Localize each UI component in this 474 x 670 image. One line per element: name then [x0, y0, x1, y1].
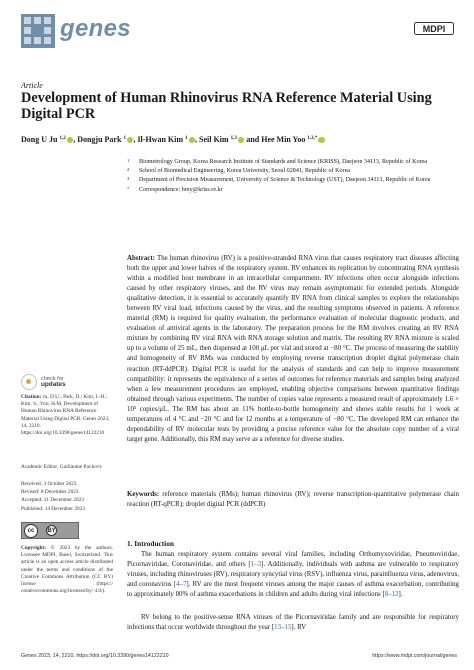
orcid-icon[interactable] [189, 137, 196, 144]
check-for-updates-button[interactable] [21, 374, 66, 390]
footer-citation[interactable]: Genes 2023, 14, 2210. https://doi.org/10.3390/genes14122210 [21, 653, 169, 659]
citation-link[interactable]: 1–3 [250, 561, 262, 569]
publication-dates [21, 480, 113, 513]
affiliation: 1 Biometrology Group, Korea Research Institute of Standards and Science (KRISS), Daejeon 34113, Republic of Korea [127, 158, 427, 165]
keywords-text: reference materials (RMs); human rhinovirus (RV); reverse transcription-quantitative polymerase chain reaction (RT-qPCR); droplet digital PCR (ddPCR) [127, 491, 459, 509]
mdpi-logo [414, 22, 454, 35]
intro-paragraph: The human respiratory system contains several viral families, including Orthomyxoviridae, Pneumoviridae, Picornaviridae, Coronaviridae, and others [1–3]. Additionally, individuals with asthma are vulnerable to respiratory viruses, including rhinoviruses (RV), respiratory syncytial virus (RSV), influenza virus, parainfluenza virus, adenovirus, and coronavirus [4–7]. RV are the most frequent viruses among the major causes of asthma exacerbation, contributing to approximately 80% of asthma exacerbations in children and adults during viral infections [8–12]. [127, 551, 459, 599]
keywords-label: Keywords: [127, 491, 160, 498]
author-name: Dongju Park [77, 135, 124, 144]
author-affiliation-sup: 1,3,* [307, 136, 318, 141]
article-title: Development of Human Rhinovirus RNA Reference Material Using Digital PCR [21, 90, 432, 122]
cc-icon: cc [24, 524, 38, 538]
citation-link[interactable]: 8–12 [384, 591, 399, 599]
cc-license-badge[interactable] [21, 522, 79, 539]
intro-paragraph: RV belong to the positive-sense RNA viruses of the Picornaviridae family and are responsible for respiratory infections that occur worldwide throughout the year [13–15]. RV [127, 614, 459, 632]
abstract-label: Abstract: [127, 255, 155, 262]
footer-journal-link[interactable]: https://www.mdpi.com/journal/genes [372, 653, 457, 659]
copyright-label: Copyright: [21, 545, 47, 551]
affiliations [127, 158, 457, 194]
author-affiliation-sup: 1 [185, 136, 188, 141]
journal-name: genes [60, 15, 131, 42]
author-affiliation-sup: 1,2 [59, 136, 66, 141]
citation-link[interactable]: 13–15 [274, 624, 292, 632]
citation-label: Citation: [21, 394, 42, 400]
check-updates-bottom: updates [41, 381, 66, 388]
affiliation: 2 School of Biomedical Engineering, Korea University, Seoul 02841, Republic of Korea [127, 167, 350, 175]
academic-editor: Academic Editor: Guillaume Pavlovic [21, 464, 103, 470]
abstract [127, 254, 459, 445]
author-name: Il-Hwan Kim [137, 135, 185, 144]
author-name: Dong U Ju [21, 135, 60, 144]
by-icon: BY [46, 525, 57, 536]
publisher-name: MDPI [422, 24, 446, 34]
check-updates-top: check for [41, 376, 64, 382]
abstract-text: The human rhinovirus (RV) is a positive-stranded RNA virus that causes respiratory tract diseases affecting both the upper and lower halves of the respiratory system. RV enhances its replication by concentrating RNA synthesis within a modified host membrane in an intracellular compartment. RV infections often occur alongside infections caused by other respiratory viruses, and the RV virus may remain asymptomatic for extended periods. Alongside qualitative detection, it is essential to accurately quantify RV RNA from clinical samples to explore the relationships between RV viral load, infections caused by the virus, and the resulting symptoms observed in patients. A reference material (RM) is required for quality evaluation, the performance evaluation of molecular diagnostic products, and evaluation of antiviral agents in the laboratory. The preparation process for the RM involves creating an RV RNA mixture by combining RV viral RNA with RNA storage solution and matrix. The resulting RV RNA mixture is scaled up to a volume of 25 mL, then dispensed at 100 μL per vial and stored at −80 °C. The process of measuring the stability and homogeneity of RV RMs was conducted by employing reverse transcription droplet digital polymerase chain reaction (RT-ddPCR). Digital PCR is useful for the analysis of standards and can help to improve measurement compatibility: it represents the equivalence of a series of outcomes for reference materials and samples being analyzed when a few measurement procedures are employed, enabling objective comparisons between quantitative findings obtained through various experiments. The number of copies value represents a measured result of approximately 1.6 × 10⁵ copies/μL. The RM has about an 11% bottle-to-bottle homogeneity and shows stable results for 1 week at temperatures of 4 °C and −20 °C and for 12 months at a temperature of −80 °C. The developed RM can enhance the dependability of RV molecular tests by providing a precise reference value for the absolute copy number of a viral target gene. Additionally, this RM may serve as a reference for diverse studies. [127, 255, 459, 443]
copyright-notice [21, 545, 113, 595]
author-affiliation-sup: 1 [123, 136, 126, 141]
check-updates-icon [21, 374, 37, 390]
published-date: Published: 14 December 2023 [21, 505, 85, 512]
citation-text: Ju, D.U.; Park, D.; Kim, I.-H.; Kim, S.; Yoo, H.M. Development of Human Rhinovirus RNA Reference Material Using Digital PCR. Genes 2023, 14, 2210. https://doi.org/10.3390/genes14122210 [21, 394, 110, 437]
journal-logo-icon [21, 14, 55, 48]
citation-block [21, 394, 113, 437]
orcid-icon[interactable] [67, 137, 74, 144]
page-footer [21, 653, 457, 659]
author-affiliation-sup: 1,3 [230, 136, 237, 141]
author-name: Seil Kim [199, 135, 231, 144]
citation-link[interactable]: 4–7 [176, 581, 187, 589]
orcid-icon[interactable] [127, 137, 134, 144]
section-heading: 1. Introduction [127, 539, 174, 548]
author-name: Hee Min Yoo [261, 135, 308, 144]
copyright-text: © 2023 by the authors. Licensee MDPI, Basel, Switzerland. This article is an open access article distributed under the terms and conditions of the Creative Commons Attribution (CC BY) license (https:// creativecommons.org/licenses/by/ 4.0/). [21, 545, 113, 595]
keywords [127, 490, 459, 510]
affiliation: 3 Department of Precision Measurement, University of Science & Technology (UST), Daejeon 34113, Republic of Korea [127, 176, 431, 184]
author-list: Dong U Ju $^{1,2}$ , Dongju Park $^1$ , Il-Hwan Kim $^1$ , Seil Kim $^{1,3}$ and Hee Min Yoo $^{1,3,*}$ [21, 134, 466, 145]
revised-date: Revised: 8 December 2023 [21, 489, 79, 496]
correspondence: * Correspondence: hmy@kriss.re.kr [127, 185, 223, 193]
orcid-icon[interactable] [238, 137, 245, 144]
article-type: Article [21, 81, 43, 90]
accepted-date: Accepted: 11 December 2023 [21, 497, 84, 504]
orcid-icon[interactable] [318, 137, 325, 144]
received-date: Received: 3 October 2023 [21, 481, 77, 487]
